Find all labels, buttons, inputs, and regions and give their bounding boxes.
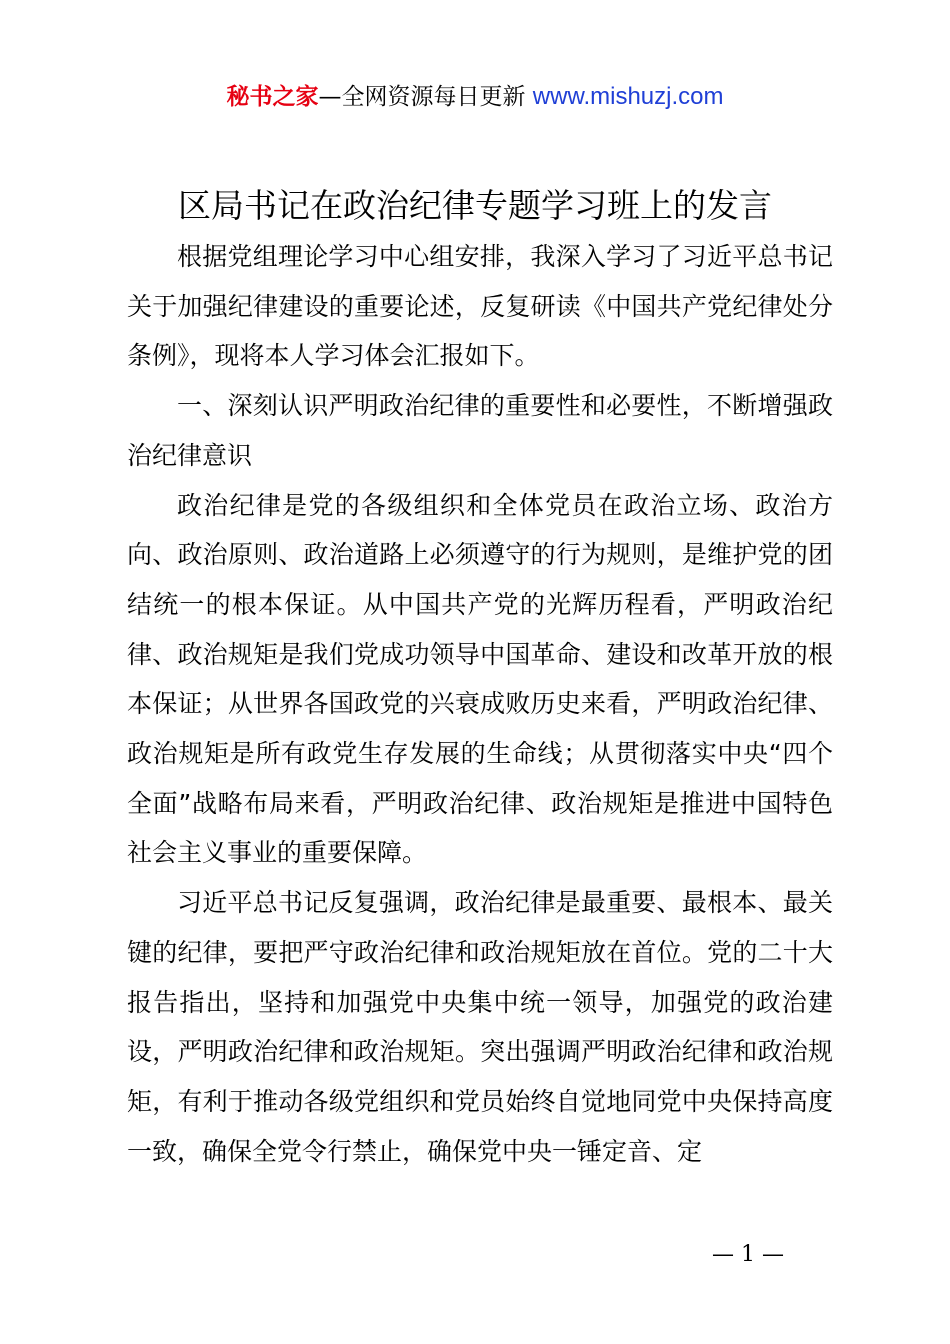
- site-header: [0, 80, 950, 114]
- site-tagline: —全网资源每日更新: [318, 84, 533, 110]
- paragraph-intro: 根据党组理论学习中心组安排，我深入学习了习近平总书记关于加强纪律建设的重要论述，反复研读《中国共产党纪律处分条例》，现将本人学习体会汇报如下。: [127, 242, 833, 371]
- paragraph-political-discipline: 政治纪律是党的各级组织和全体党员在政治立场、政治方向、政治原则、政治道路上必须遵守的行为规则，是维护党的团结统一的根本保证。从中国共产党的光辉历程看，严明政治纪律、政治规矩是我们党成功领导中国革命、建设和改革开放的根本保证；从世界各国政党的兴衰成败历史来看，严明政治纪律、政治规矩是所有政党生存发展的生命线；从贯彻落实中央“四个全面”战略布局来看，严明政治纪律、政治规矩是推进中国特色社会主义事业的重要保障。: [127, 490, 833, 868]
- document-title: 区局书记在政治纪律专题学习班上的发言: [178, 186, 772, 225]
- site-name: 秘书之家: [226, 84, 319, 110]
- paragraph-xi-emphasis: 习近平总书记反复强调，政治纪律是最重要、最根本、最关键的纪律，要把严守政治纪律和政治规矩放在首位。党的二十大报告指出，坚持和加强党中央集中统一领导，加强党的政治建设，严明政治纪律和政治规矩。突出强调严明政治纪律和政治规矩，有利于推动各级党组织和党员始终自觉地同党中央保持高度一致，确保全党令行禁止，确保党中央一锤定音、定: [127, 888, 833, 1166]
- section-heading-1: 一、深刻认识严明政治纪律的重要性和必要性，不断增强政治纪律意识: [127, 391, 833, 470]
- document-body: [127, 232, 833, 1176]
- site-url-link[interactable]: www.mishuzj.com: [532, 83, 724, 110]
- page-number: — 1 —: [712, 1242, 784, 1267]
